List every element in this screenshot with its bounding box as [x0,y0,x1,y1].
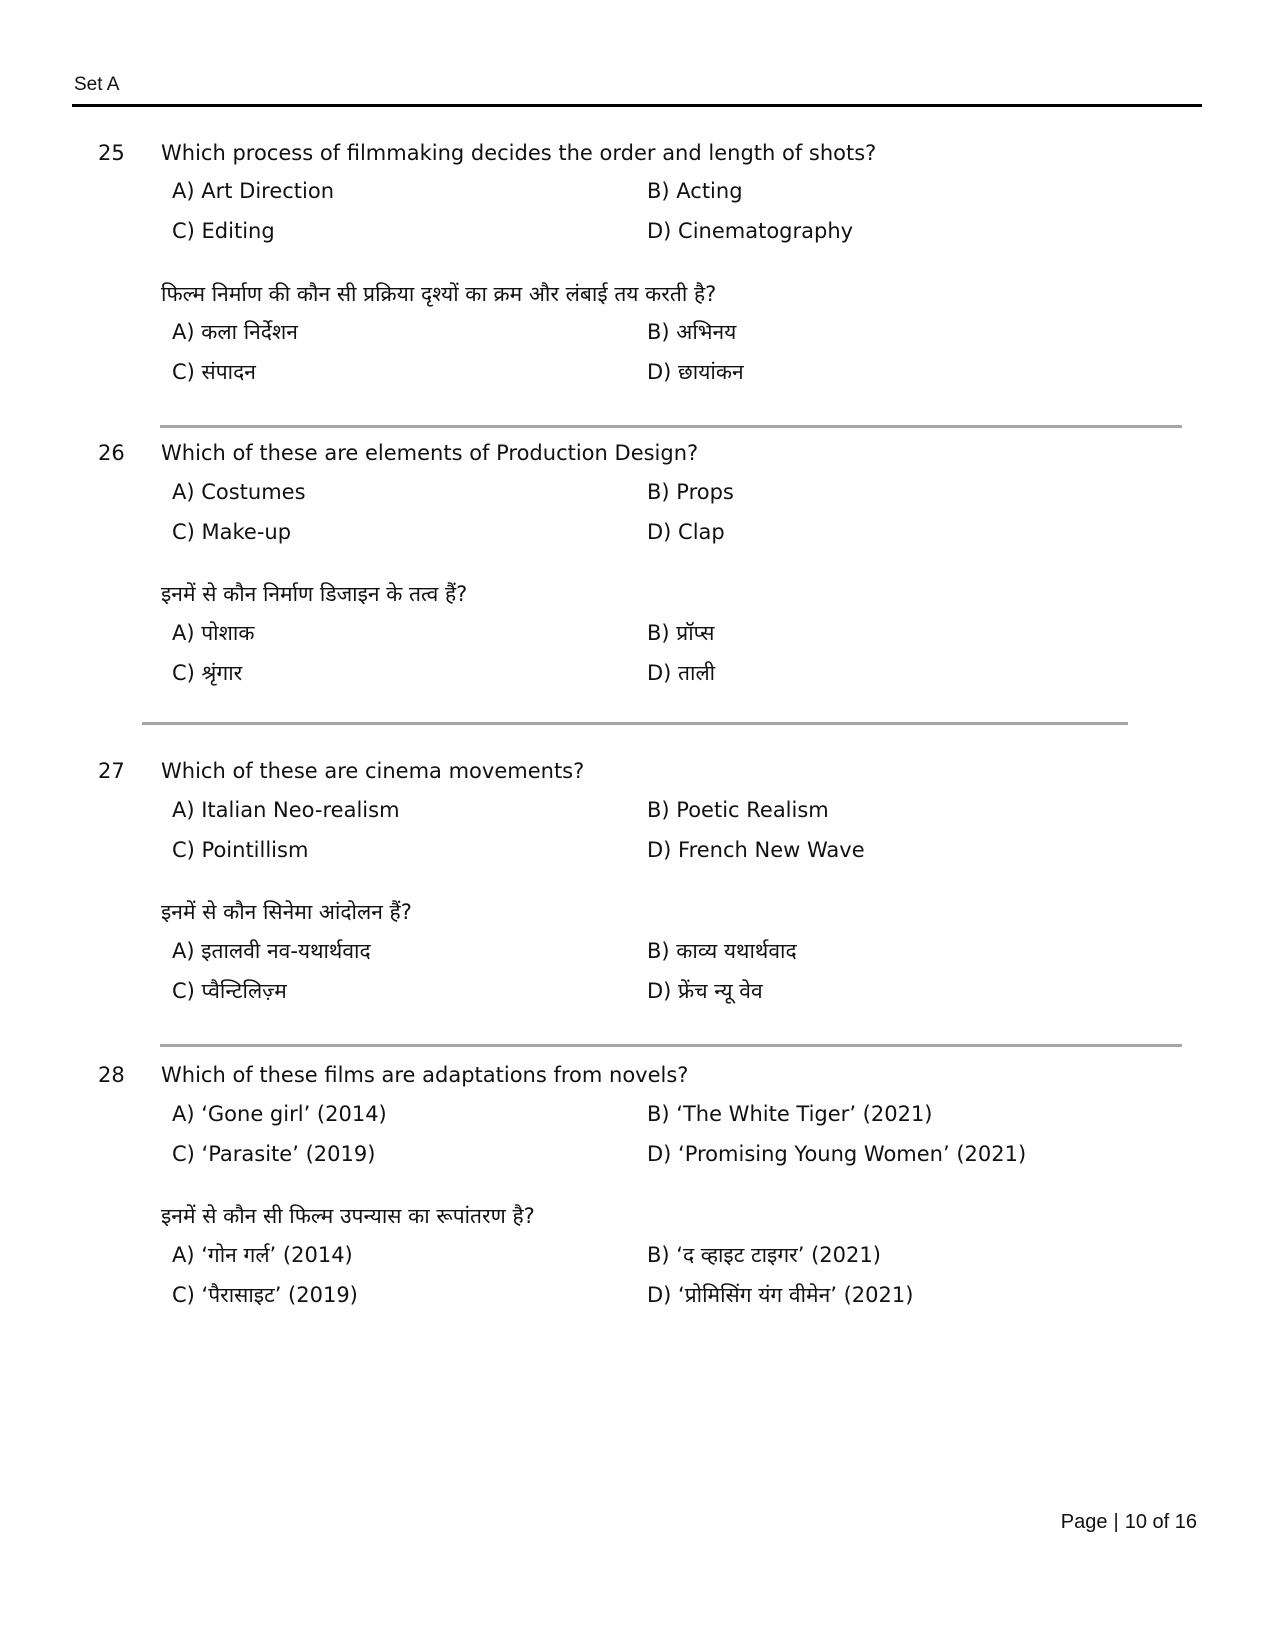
option-b-en: B) Props [647,480,734,504]
option-d-hi: D) फ्रेंच न्यू वेव [647,979,763,1003]
option-d-en: D) Cinematography [647,219,854,243]
page-label: Page [1060,1511,1108,1533]
footer-divider: | [1113,1511,1119,1533]
option-d-en: D) French New Wave [647,838,865,862]
question-text-hi: इनमें से कौन सिनेमा आंदोलन हैं? [161,900,412,924]
question-text-en: Which of these are elements of Production Design? [161,441,699,465]
option-b-hi: B) अभिनय [647,320,737,344]
option-b-en: B) Poetic Realism [647,798,829,822]
option-b-hi: B) ‘द व्हाइट टाइगर’ (2021) [647,1243,881,1267]
option-b-hi: B) प्रॉप्स [647,621,715,645]
option-b-en: B) Acting [647,179,743,203]
option-b-hi: B) काव्य यथार्थवाद [647,939,797,963]
question-text-en: Which of these are cinema movements? [161,759,585,783]
option-a-hi: A) ‘गोन गर्ल’ (2014) [172,1243,353,1267]
option-c-hi: C) प्वैन्टिलिज़्म [172,979,287,1003]
option-d-en: D) Clap [647,520,725,544]
option-d-en: D) ‘Promising Young Women’ (2021) [647,1142,1027,1166]
option-c-en: C) Editing [172,219,275,243]
question-number: 26 [98,441,125,465]
option-d-hi: D) छायांकन [647,360,744,384]
question-text-hi: इनमें से कौन सी फिल्म उपन्यास का रूपांतरण है? [161,1204,535,1228]
question-text-en: Which of these films are adaptations from novels? [161,1063,689,1087]
option-c-hi: C) श्रृंगार [172,661,243,685]
option-c-en: C) Pointillism [172,838,309,862]
option-b-en: B) ‘The White Tiger’ (2021) [647,1102,933,1126]
option-c-en: C) ‘Parasite’ (2019) [172,1142,376,1166]
separator-rule [160,1044,1182,1047]
option-a-hi: A) कला निर्देशन [172,320,298,344]
question-number: 28 [98,1063,125,1087]
option-a-en: A) Italian Neo-realism [172,798,400,822]
separator-rule [142,722,1128,725]
question-text-en: Which process of filmmaking decides the order and length of shots? [161,141,877,165]
header-rule [72,104,1202,107]
page-number: 10 of 16 [1124,1511,1197,1533]
option-a-en: A) Costumes [172,480,306,504]
option-d-hi: D) ताली [647,661,716,685]
separator-rule [160,425,1182,428]
option-a-en: A) ‘Gone girl’ (2014) [172,1102,387,1126]
option-a-hi: A) पोशाक [172,621,255,645]
question-number: 27 [98,759,125,783]
option-c-hi: C) संपादन [172,360,256,384]
question-text-hi: इनमें से कौन निर्माण डिजाइन के तत्व हैं? [161,582,468,606]
option-a-hi: A) इतालवी नव-यथार्थवाद [172,939,371,963]
option-c-en: C) Make-up [172,520,292,544]
option-c-hi: C) ‘पैरासाइट’ (2019) [172,1283,358,1307]
question-text-hi: फिल्म निर्माण की कौन सी प्रक्रिया दृश्यों का क्रम और लंबाई तय करती है? [161,282,717,306]
set-label: Set A [74,74,120,95]
question-number: 25 [98,141,125,165]
option-d-hi: D) ‘प्रोमिसिंग यंग वीमेन’ (2021) [647,1283,914,1307]
page-footer [1061,1511,1197,1534]
option-a-en: A) Art Direction [172,179,335,203]
